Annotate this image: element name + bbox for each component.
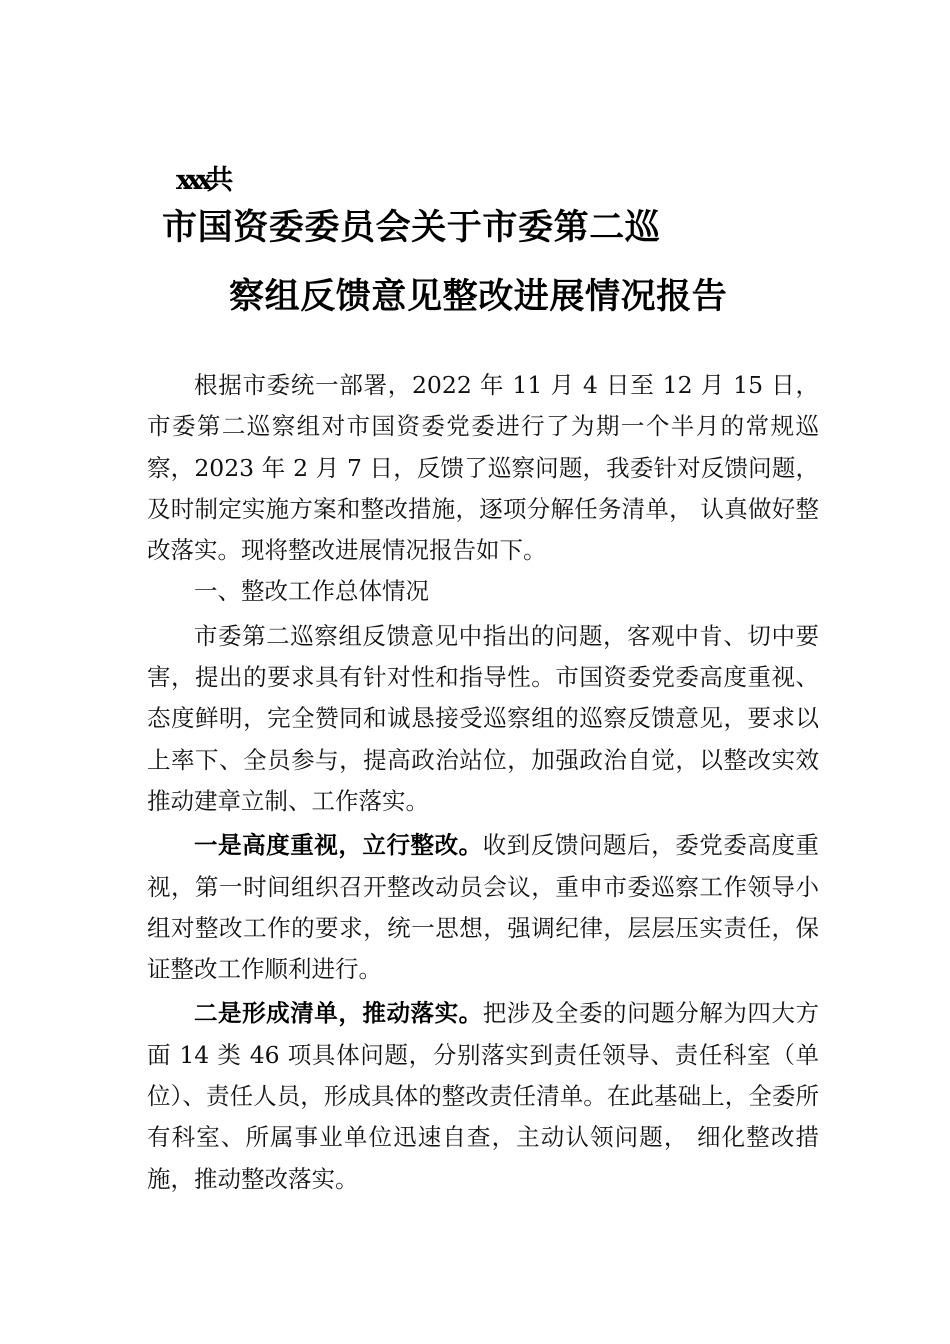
point-1-lead: 一是高度重视，立行整改。: [194, 831, 483, 860]
point-1-text: 收到反馈问题后，委党委高度重视，第一时间组织召开整改动员会议，重申市委巡察工作领导小组对整改工作的要求，统一思想，强调纪律，层层压实责任，保证整改工作顺利进行。: [147, 831, 820, 984]
point-2-lead: 二是形成清单，推动落实。: [194, 999, 483, 1028]
section-heading-overall: 一、整改工作总体情况: [194, 577, 429, 606]
point-2-text: 把涉及全委的问题分解为四大方面 14 类 46 项具体问题，分别落实到责任领导、责任科室（单位）、责任人员，形成具体的整改责任清单。在此基础上，全委所有科室、所属事业单位迅速自查，主动认领问题， 细化整改措施，推动整改落实。: [147, 999, 820, 1193]
paragraph-point-1: [147, 825, 819, 990]
document-body: [147, 365, 819, 1200]
paragraph-point-2: [147, 993, 819, 1199]
paragraph-intro: 根据市委统一部署，2022 年 11 月 4 日至 12 月 15 日，市委第二巡察组对市国资委党委进行了为期一个半月的常规巡察，2023 年 2 月 7 日，反馈了巡察问题，我委针对反馈问题，及时制定实施方案和整改措施，逐项分解任务清单， 认真做好整改落实。现将整改进展情况报告如下。: [147, 371, 819, 565]
paragraph-overall: 市委第二巡察组反馈意见中指出的问题，客观中肯、切中要害，提出的要求具有针对性和指导性。市国资委党委高度重视、态度鲜明，完全赞同和诚恳接受巡察组的巡察反馈意见，要求以上率下、全员参与，提高政治站位，加强政治自觉，以整改实效推动建章立制、工作落实。: [147, 621, 819, 815]
document-title-line-1: 市国资委委员会关于市委第二巡: [162, 207, 661, 248]
document-title-line-2: 察组反馈意见整改进展情况报告: [229, 276, 728, 317]
header-mark: xxx共: [176, 165, 228, 196]
